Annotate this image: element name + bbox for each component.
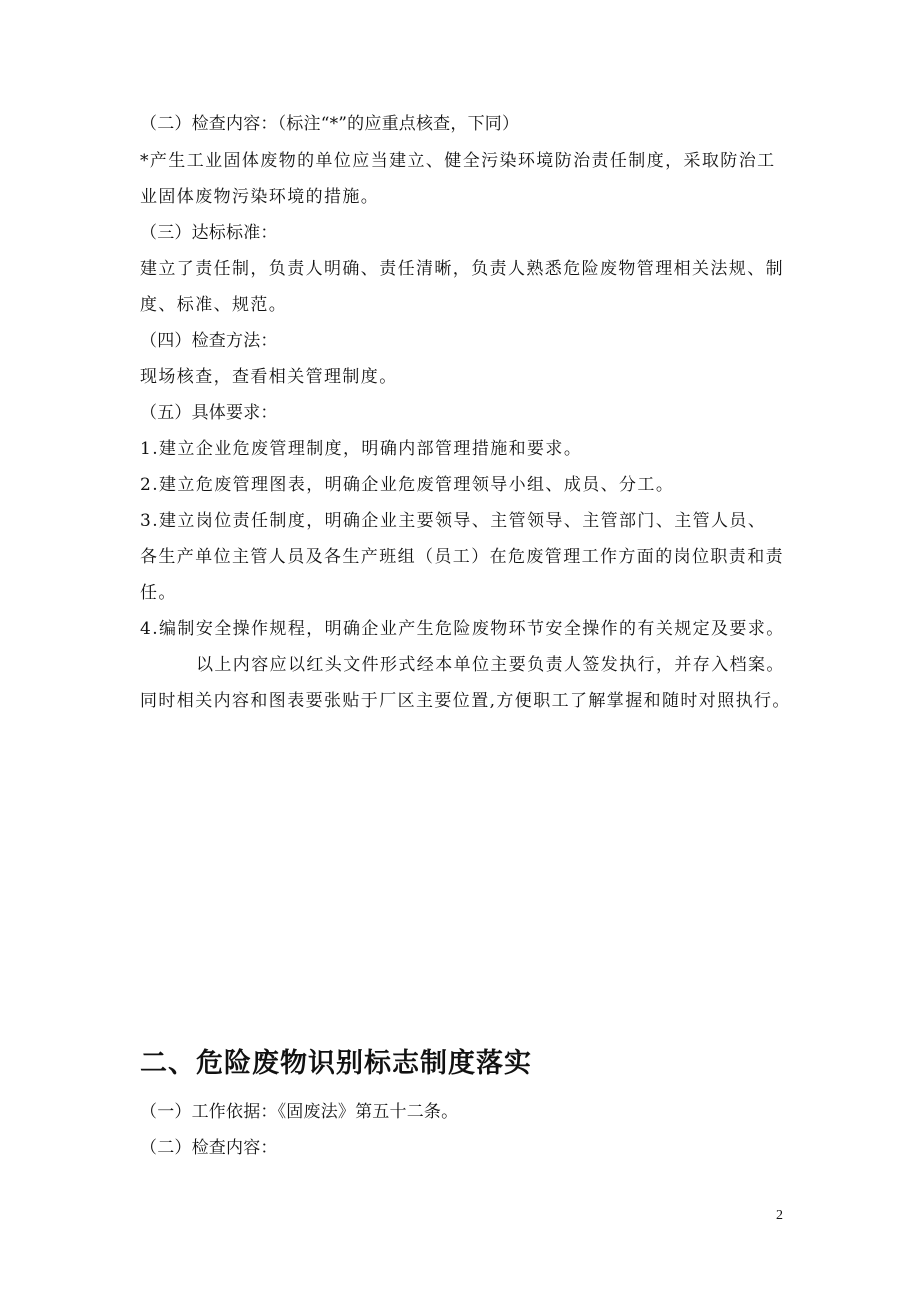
basis-line: （一）工作依据：《固废法》第五十二条。 [140, 1102, 459, 1122]
paragraph-line: 任。 [140, 583, 177, 603]
paragraph-line: 同时相关内容和图表要张贴于厂区主要位置,方便职工了解掌握和随时对照执行。 [140, 691, 791, 711]
list-item: 3.建立岗位责任制度，明确企业主要领导、主管领导、主管部门、主管人员、 [140, 511, 767, 531]
paragraph-line: 以上内容应以红头文件形式经本单位主要负责人签发执行，并存入档案。 [196, 655, 785, 675]
paragraph-line: 现场核查，查看相关管理制度。 [140, 367, 398, 387]
list-item: 4.编制安全操作规程，明确企业产生危险废物环节安全操作的有关规定及要求。 [140, 619, 785, 639]
check-content-heading-2: （二）检查内容： [140, 1138, 278, 1158]
paragraph-line: 度、标准、规范。 [140, 295, 288, 315]
paragraph-line: 建立了责任制，负责人明确、责任清晰，负责人熟悉危险废物管理相关法规、制 [140, 259, 784, 279]
paragraph-line: 各生产单位主管人员及各生产班组（员工）在危废管理工作方面的岗位职责和责 [140, 547, 784, 567]
section-title: 二、危险废物识别标志制度落实 [140, 1048, 532, 1079]
standard-heading: （三）达标标准： [140, 223, 278, 243]
page-number: 2 [776, 1208, 783, 1223]
paragraph-line: 业固体废物污染环境的措施。 [140, 187, 380, 207]
check-content-heading: （二）检查内容：（标注“*”的应重点核查，下同） [140, 114, 520, 134]
paragraph-line: *产生工业固体废物的单位应当建立、健全污染环境防治责任制度，采取防治工 [140, 151, 776, 171]
requirements-heading: （五）具体要求： [140, 403, 278, 423]
list-item: 2.建立危废管理图表，明确企业危废管理领导小组、成员、分工。 [140, 475, 675, 495]
list-item: 1.建立企业危废管理制度，明确内部管理措施和要求。 [140, 439, 583, 459]
method-heading: （四）检查方法： [140, 331, 278, 351]
